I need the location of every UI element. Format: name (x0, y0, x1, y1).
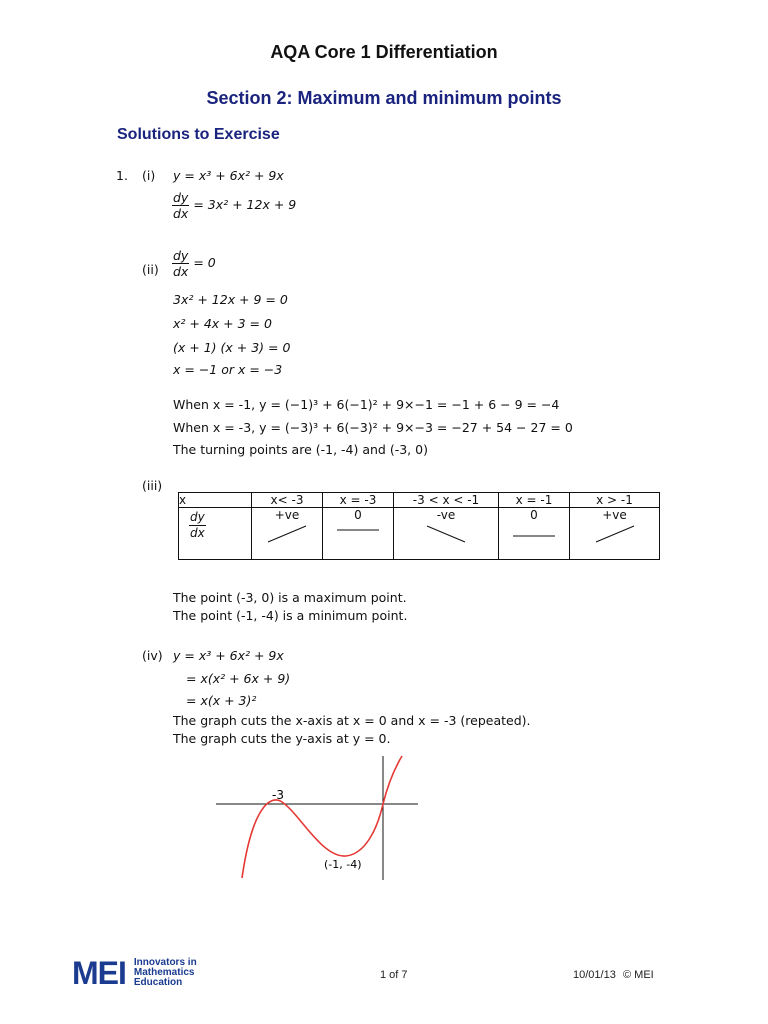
part-ii-line-1: 3x² + 12x + 9 = 0 (173, 292, 288, 307)
part-i-eq2: = 3x² + 12x + 9 (193, 197, 297, 212)
part-ii-label: (ii) (142, 262, 159, 277)
x-axis-cut-text: The graph cuts the x-axis at x = 0 and x = -3 (repeated). (173, 713, 531, 728)
maximum-point-text: The point (-3, 0) is a maximum point. (173, 590, 407, 605)
part-iv-label: (iv) (142, 648, 163, 663)
table-header-cell: x = -1 (499, 493, 570, 508)
minimum-label: (-1, -4) (324, 858, 362, 871)
sign-table (178, 492, 660, 560)
sign-value: +ve (602, 508, 627, 522)
part-iv-line-2: = x(x² + 6x + 9) (186, 671, 291, 686)
y-axis-cut-text: The graph cuts the y-axis at y = 0. (173, 731, 391, 746)
turning-points-text: The turning points are (-1, -4) and (-3, 0) (173, 442, 428, 457)
dx-text: dx (173, 206, 189, 221)
table-cell (323, 508, 394, 560)
part-ii-eq0: = 0 (193, 255, 216, 270)
part-iv-line-1: y = x³ + 6x² + 9x (173, 648, 284, 663)
sign-value: 0 (354, 508, 362, 522)
part-ii-line-4: x = −1 or x = −3 (173, 362, 283, 377)
gradient-up-icon (262, 522, 312, 546)
table-row-label (179, 508, 252, 560)
section-title: Section 2: Maximum and minimum points (206, 88, 562, 108)
cubic-graph (200, 750, 430, 890)
minimum-point-text: The point (-1, -4) is a minimum point. (173, 608, 408, 623)
part-i-label: (i) (142, 168, 156, 183)
when-x-minus-3: When x = -3, y = (−3)³ + 6(−3)² + 9×−3 = −27 + 54 − 27 = 0 (173, 420, 573, 435)
dx-text: dx (190, 526, 205, 540)
gradient-down-icon (421, 522, 471, 546)
table-gradient-row (179, 508, 660, 560)
table-cell (252, 508, 323, 560)
sign-value: 0 (530, 508, 538, 522)
part-iv-line-3: = x(x + 3)² (186, 693, 257, 708)
part-i-eq1: y = x³ + 6x² + 9x (173, 168, 284, 183)
root-label: -3 (272, 788, 284, 802)
dy-dx-fraction (172, 190, 189, 221)
subtitle: Solutions to Exercise (117, 126, 280, 143)
question-number: 1. (116, 168, 128, 183)
dy-text: dy (173, 248, 189, 263)
part-ii-derivative (172, 248, 216, 279)
sign-value: -ve (436, 508, 456, 522)
page-number: 1 of 7 (380, 969, 408, 981)
dy-dx-fraction (189, 510, 206, 541)
table-header-cell: x = -3 (323, 493, 394, 508)
logo-line: Education (133, 977, 183, 988)
table-header-cell: x< -3 (252, 493, 323, 508)
logo-line: Mathematics (133, 967, 195, 978)
table-cell (394, 508, 499, 560)
cubic-curve (242, 756, 402, 878)
table-cell (570, 508, 660, 560)
sign-value: +ve (274, 508, 300, 522)
table-header-cell: -3 < x < -1 (394, 493, 499, 508)
mei-logo (72, 955, 197, 991)
table-header-cell: x (179, 493, 252, 508)
part-i-derivative (172, 190, 296, 221)
table-header-row (179, 493, 660, 508)
dy-dx-fraction (172, 248, 189, 279)
part-iii-label: (iii) (142, 478, 163, 493)
gradient-flat-icon (509, 522, 559, 546)
footer-copyright: © MEI (623, 969, 654, 981)
logo-line: Innovators in (133, 957, 197, 968)
dx-text: dx (173, 264, 189, 279)
dy-text: dy (173, 190, 189, 205)
part-ii-line-3: (x + 1) (x + 3) = 0 (173, 340, 291, 355)
mei-logo-text (134, 958, 197, 988)
table-cell (499, 508, 570, 560)
gradient-flat-icon (333, 522, 383, 546)
footer-date: 10/01/13 (573, 969, 616, 981)
when-x-minus-1: When x = -1, y = (−1)³ + 6(−1)² + 9×−1 = −1 + 6 − 9 = −4 (173, 397, 560, 412)
table-header-cell: x > -1 (570, 493, 660, 508)
part-ii-line-2: x² + 4x + 3 = 0 (173, 316, 272, 331)
dy-text: dy (190, 510, 205, 524)
page-title: AQA Core 1 Differentiation (270, 42, 498, 62)
mei-logo-mark: MEI (72, 955, 126, 991)
gradient-up-icon (590, 522, 640, 546)
